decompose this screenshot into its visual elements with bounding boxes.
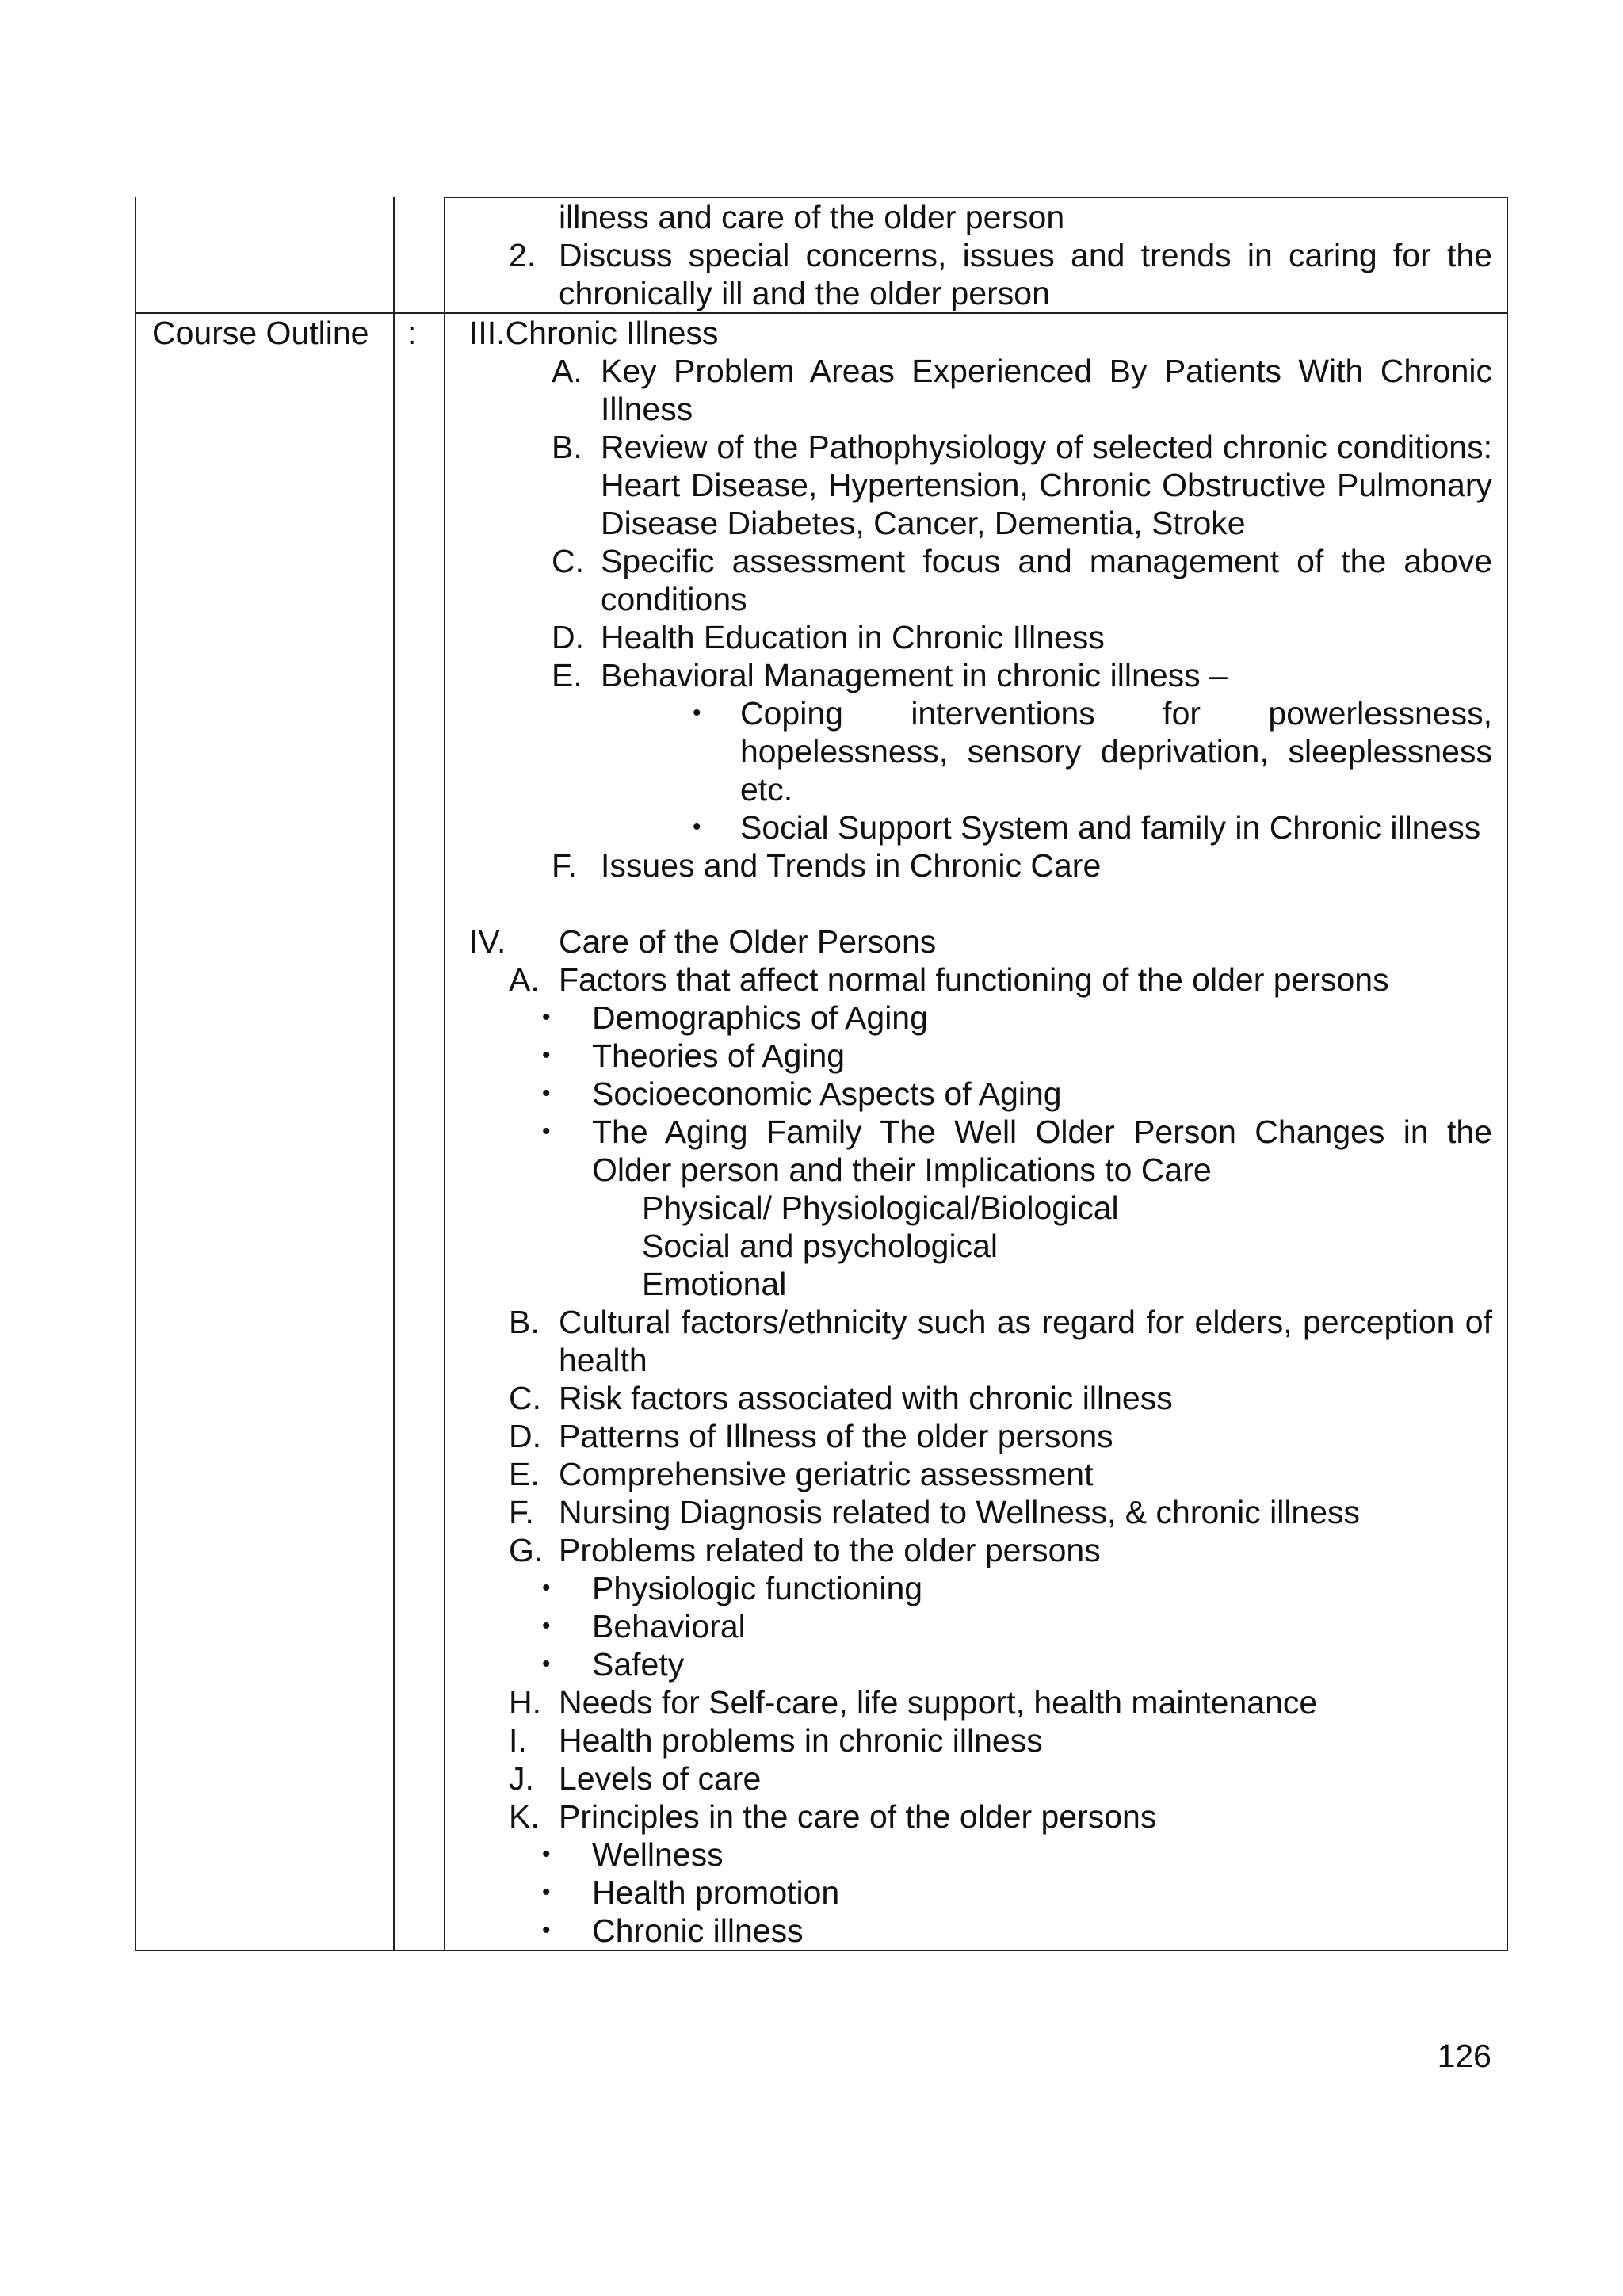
syllabus-table	[135, 197, 1508, 1951]
page-number: 126	[1437, 2038, 1491, 2074]
bullet-item	[445, 1569, 1507, 1607]
section-iv-item	[445, 1759, 1507, 1797]
bullet-icon: •	[542, 1651, 551, 1677]
item-marker: C.	[552, 543, 584, 579]
item-marker: J.	[509, 1760, 534, 1797]
section-iv-item	[445, 1455, 1507, 1493]
bullet-text: Demographics of Aging	[592, 999, 928, 1036]
objective-marker: 2.	[509, 237, 537, 273]
bullet-icon: •	[542, 1917, 551, 1943]
bullet-item	[445, 1912, 1507, 1950]
bullet-item	[445, 1645, 1507, 1683]
section-iv-item	[445, 1303, 1507, 1379]
bullet-icon: •	[542, 1613, 551, 1639]
item-text: Factors that affect normal functioning of the older persons	[559, 961, 1389, 998]
sub-item: Social and psychological	[642, 1228, 998, 1264]
item-text: Issues and Trends in Chronic Care	[601, 847, 1102, 884]
section-iv-heading	[445, 923, 1507, 961]
bullet-item	[445, 1607, 1507, 1645]
bullet-text: The Aging Family The Well Older Person Changes in the Older person and their Implications to Care	[592, 1114, 1492, 1188]
section-iv-item	[445, 1721, 1507, 1759]
bullet-item	[445, 1113, 1507, 1189]
bullet-text: Theories of Aging	[592, 1037, 846, 1074]
colon-separator: :	[394, 313, 445, 1950]
section-iv-item	[445, 1683, 1507, 1721]
bullet-text: Coping interventions for powerlessness, hopelessness, sensory deprivation, sleeplessness etc.	[740, 695, 1492, 808]
bullet-item	[445, 1037, 1507, 1075]
section-iii-item	[445, 352, 1507, 428]
bullet-item	[445, 1874, 1507, 1912]
section-iv-item	[445, 1493, 1507, 1531]
bullet-text: Social Support System and family in Chronic illness	[740, 809, 1481, 846]
bullet-icon: •	[542, 1004, 551, 1030]
section-iii-heading: III.Chronic Illness	[469, 315, 719, 351]
section-iv-item	[445, 961, 1507, 999]
item-marker: F.	[552, 847, 577, 884]
bullet-text: Health promotion	[592, 1874, 840, 1911]
item-text: Principles in the care of the older persons	[559, 1798, 1157, 1835]
item-marker: B.	[509, 1304, 540, 1340]
sub-item: Emotional	[642, 1266, 787, 1302]
bullet-icon: •	[542, 1042, 551, 1068]
item-text: Specific assessment focus and management of the above conditions	[601, 543, 1492, 617]
item-marker: C.	[509, 1380, 541, 1416]
item-text: Key Problem Areas Experienced By Patients With Chronic Illness	[601, 353, 1492, 427]
item-marker: H.	[509, 1684, 541, 1721]
bullet-text: Chronic illness	[592, 1912, 804, 1949]
item-marker: D.	[509, 1418, 541, 1454]
objectives-label-cell	[136, 197, 394, 313]
section-iii-item	[445, 656, 1507, 694]
section-iii-item	[445, 428, 1507, 542]
item-marker: F.	[509, 1494, 534, 1530]
bullet-item	[445, 1075, 1507, 1113]
bullet-item	[445, 694, 1507, 808]
item-text: Cultural factors/ethnicity such as regard for elders, perception of health	[559, 1304, 1492, 1378]
objectives-colon-cell	[394, 197, 445, 313]
section-iii-item	[445, 846, 1507, 884]
item-marker: D.	[552, 619, 584, 655]
item-text: Behavioral Management in chronic illness –	[601, 657, 1228, 693]
course-outline-label: Course Outline	[136, 313, 394, 1950]
item-text: Nursing Diagnosis related to Wellness, & chronic illness	[559, 1494, 1361, 1530]
item-marker: A.	[552, 353, 582, 389]
item-text: Review of the Pathophysiology of selected chronic conditions: Heart Disease, Hypertension, Chronic Obstructive Pulmonary Disease Diabetes, Cancer, Dementia, Stroke	[601, 429, 1492, 541]
item-text: Patterns of Illness of the older persons	[559, 1418, 1113, 1454]
bullet-text: Physiologic functioning	[592, 1570, 923, 1606]
item-text: Needs for Self-care, life support, health maintenance	[559, 1684, 1318, 1721]
item-marker: G.	[509, 1532, 544, 1568]
section-iv-item	[445, 1797, 1507, 1836]
item-marker: E.	[552, 657, 582, 693]
section-spacer	[445, 884, 1507, 923]
bullet-text: Wellness	[592, 1836, 724, 1873]
bullet-icon: •	[542, 1841, 551, 1867]
section-iv-item	[445, 1379, 1507, 1417]
section-iii-item	[445, 542, 1507, 618]
item-text: Problems related to the older persons	[559, 1532, 1101, 1568]
section-marker: IV.	[469, 923, 506, 960]
section-iv-item	[445, 1531, 1507, 1569]
section-iv-item	[445, 1417, 1507, 1455]
bullet-icon: •	[542, 1879, 551, 1905]
item-text: Levels of care	[559, 1760, 762, 1797]
objective-item-2	[445, 236, 1507, 312]
item-marker: I.	[509, 1722, 527, 1759]
bullet-icon: •	[693, 814, 701, 840]
item-marker: E.	[509, 1456, 540, 1492]
bullet-icon: •	[542, 1118, 551, 1144]
section-title: Care of the Older Persons	[559, 923, 937, 960]
bullet-text: Behavioral	[592, 1608, 746, 1645]
objective-1-continuation: illness and care of the older person	[559, 199, 1065, 235]
item-text: Risk factors associated with chronic illness	[559, 1380, 1173, 1416]
objectives-row	[136, 197, 1507, 313]
bullet-item	[445, 1836, 1507, 1874]
bullet-icon: •	[693, 700, 701, 726]
bullet-icon: •	[542, 1080, 551, 1106]
item-text: Comprehensive geriatric assessment	[559, 1456, 1094, 1492]
item-marker: K.	[509, 1798, 540, 1835]
objective-text: Discuss special concerns, issues and trends in caring for the chronically ill and the older person	[559, 237, 1492, 311]
item-marker: A.	[509, 961, 540, 998]
bullet-item	[445, 999, 1507, 1037]
bullet-item	[445, 808, 1507, 846]
objectives-content-cell	[445, 197, 1507, 313]
course-outline-row	[136, 313, 1507, 1950]
course-outline-content	[445, 313, 1507, 1950]
bullet-icon: •	[542, 1575, 551, 1601]
sub-item: Physical/ Physiological/Biological	[642, 1190, 1119, 1226]
item-marker: B.	[552, 429, 582, 465]
bullet-text: Safety	[592, 1646, 685, 1683]
section-iii-item	[445, 618, 1507, 656]
bullet-text: Socioeconomic Aspects of Aging	[592, 1075, 1062, 1112]
item-text: Health problems in chronic illness	[559, 1722, 1043, 1759]
item-text: Health Education in Chronic Illness	[601, 619, 1105, 655]
